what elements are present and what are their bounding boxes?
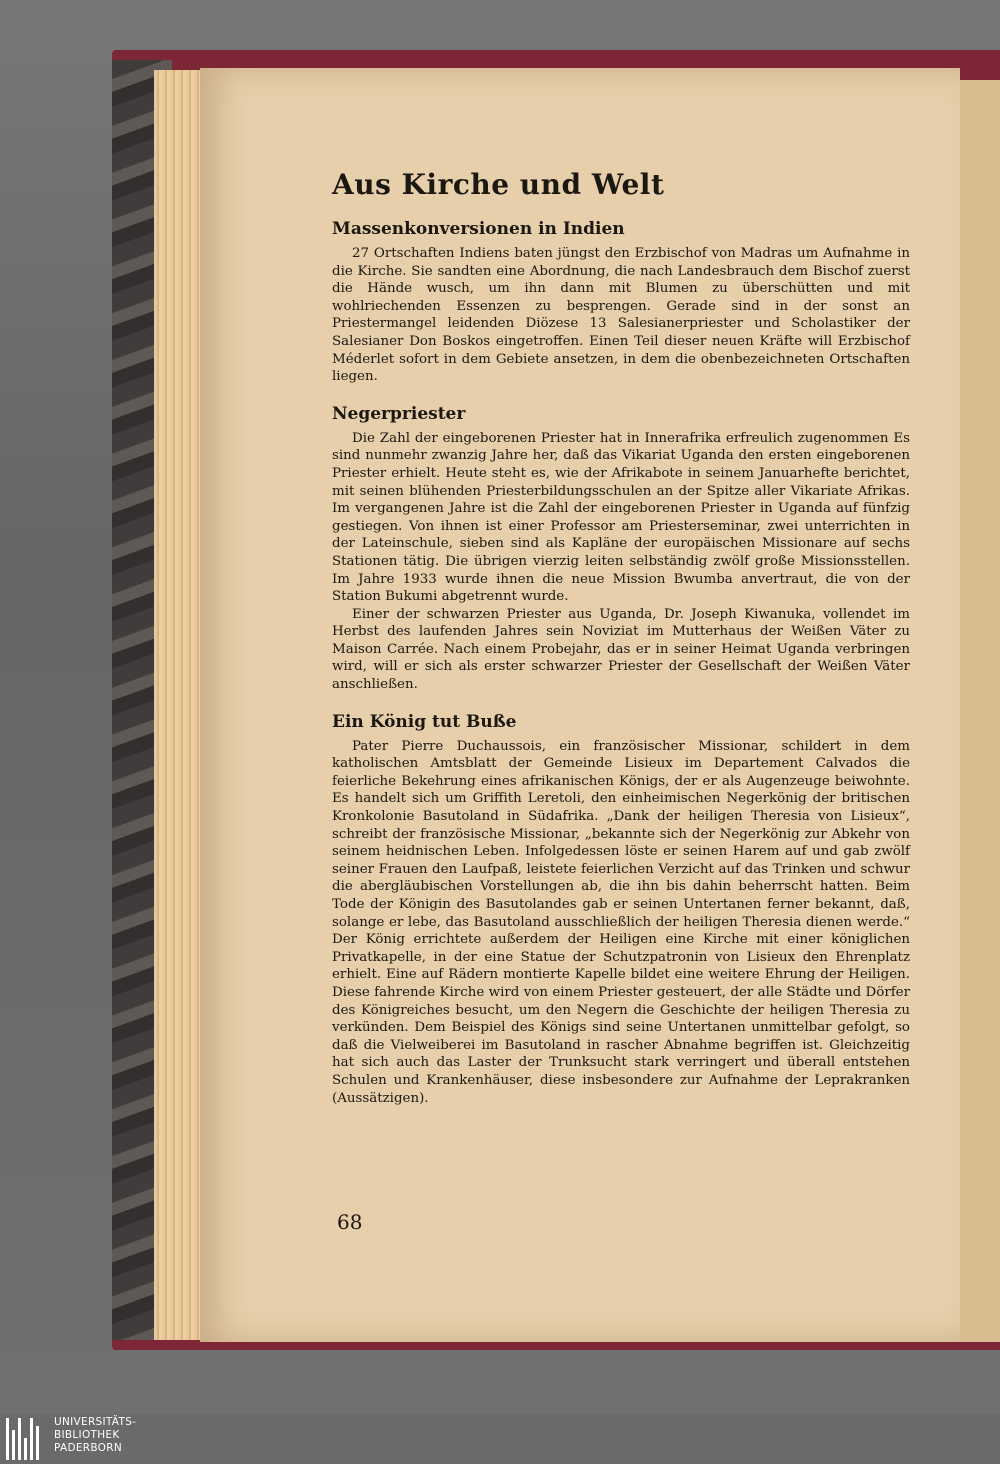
section-title: Negerpriester xyxy=(332,403,466,424)
section-title: Massenkonversionen in Indien xyxy=(332,219,625,239)
paragraph: Einer der schwarzen Priester aus Uganda, Dr. Joseph Kiwanuka, vollendet im Herbst des laufenden Jahres sein Noviziat im Mutterhaus der Weißen Väter zu Maison Carrée. Nach einem Probejahr, das er in seiner Heimat Uganda verbringen wird, will er sich als erster schwarzer Priester der Gesellschaft der Weißen Väter anschließen. xyxy=(332,606,910,693)
section-koenig xyxy=(332,712,910,1107)
page-content xyxy=(332,168,910,1125)
section-title: Ein König tut Buße xyxy=(332,711,517,732)
logo-line-2: BIBLIOTHEK xyxy=(54,1429,120,1441)
section-massenkonversionen xyxy=(332,219,910,386)
paragraph: Pater Pierre Duchaussois, ein französischer Missionar, schildert in dem katholischen Amtsblatt der Gemeinde Lisieux im Departement Calvados die feierliche Bekehrung eines afrikanischen Königs, der er als Augenzeuge beiwohnte. Es handelt sich um Griffith Leretoli, den einheimischen Negerkönig der britischen Kronkolonie Basutoland in Südafrika. „Dank der heiligen Theresia von Lisieux“, schreibt der französische Missionar, „bekannte sich der Negerkönig zur Abkehr von seinem heidnischen Leben. Infolgedessen löste er seinen Harem auf und gab zwölf seiner Frauen den Laufpaß, leistete feierlichen Verzicht auf das Trinken und schwur die abergläubischen Vorstellungen ab, die ihn bis dahin beherrscht hatten. Beim Tode der Königin des Basutolandes gab er seinen Untertanen ferner bekannt, daß, solange er lebe, das Basutoland ausschließlich der heiligen Theresia dienen werde.“ Der König errichtete außerdem der Heiligen eine Kirche mit einer königlichen Privatkapelle, in der eine Statue der Schutzpatronin von Lisieux den Ehrenplatz erhielt. Eine auf Rädern montierte Kapelle bildet eine weitere Ehrung der Heiligen. Diese fahrende Kirche wird von einem Priester gesteuert, der alle Städte und Dörfer des Königreiches besucht, um den Negern die Geschichte der heiligen Theresia zu verkünden. Dem Beispiel des Königs sind seine Untertanen unmittelbar gefolgt, so daß die Vielweiberei im Basutoland in rascher Abnahme begriffen ist. Gleichzeitig hat sich auch das Laster der Trunksucht stark verringert und überall entstehen Schulen und Krankenhäuser, diese insbesondere zur Aufnahme der Leprakranken (Aussätzigen). xyxy=(332,738,910,1106)
main-title: Aus Kirche und Welt xyxy=(332,168,665,201)
logo-line-1: UNIVERSITÄTS- xyxy=(54,1416,137,1428)
paragraph: Die Zahl der eingeborenen Priester hat in Innerafrika erfreulich zugenommen Es sind nunmehr zwanzig Jahre her, daß das Vikariat Uganda den ersten eingeborenen Priester erhielt. Heute steht es, wie der Afrikabote in seinem Januarhefte berichtet, mit seinen blühenden Priesterbildungsschulen an der Spitze aller Vikariate Afrikas. Im vergangenen Jahre ist die Zahl der eingeborenen Priester in Uganda auf fünfzig gestiegen. Von ihnen ist einer Professor am Priesterseminar, zwei unterrichten in der Lateinschule, sieben sind als Kapläne der europäischen Missionare auf sechs Stationen tätig. Die übrigen vierzig leiten selbständig zwölf große Missionsstellen. Im Jahre 1933 wurde ihnen die neue Mission Bwumba anvertraut, die von der Station Bukumi abgetrennt wurde. xyxy=(332,430,910,605)
facing-page-edge xyxy=(960,80,1000,1342)
paragraph: 27 Ortschaften Indiens baten jüngst den Erzbischof von Madras um Aufnahme in die Kirche. Sie sandten eine Abordnung, die nach Landesbrauch dem Bischof zuerst die Hände wusch, um ihn dann mit Blumen zu überschütten und mit wohlriechenden Essenzen zu besprengen. Gerade sind in der sonst an Priestermangel leidenden Diözese 13 Salesianerpriester und Scholastiker der Salesianer Don Boskos eingetroffen. Einen Teil dieser neuen Kräfte will Erzbischof Méderlet sofort in dem Gebiete ansetzen, in dem die obenbezeichneten Ortschaften liegen. xyxy=(332,246,910,385)
page-edges xyxy=(154,70,204,1340)
library-logo-text xyxy=(54,1416,136,1455)
page-number: 68 xyxy=(337,1210,363,1234)
library-logo-icon xyxy=(6,1418,46,1460)
section-negerpriester xyxy=(332,404,910,694)
logo-line-3: PADERBORN xyxy=(54,1442,122,1454)
footer-bar xyxy=(0,1414,1000,1464)
